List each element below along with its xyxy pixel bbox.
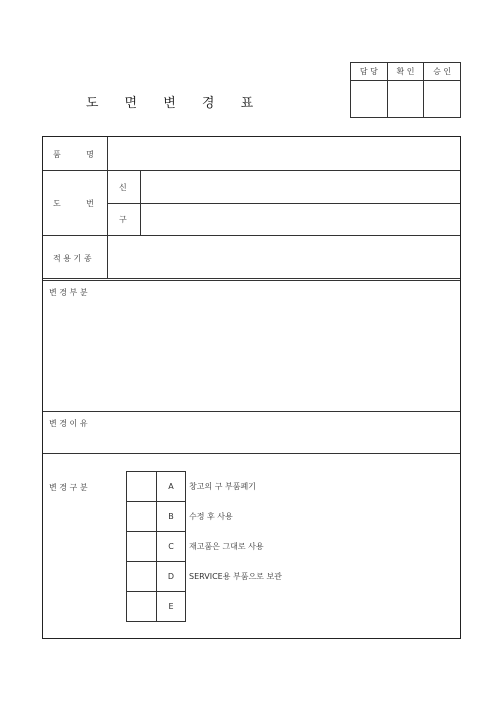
new-drawing-no-field[interactable] [141,171,460,203]
change-part-field[interactable] [43,299,460,411]
item-name-field[interactable] [108,137,460,170]
approval-sign-check[interactable] [387,81,424,118]
old-drawing-no-field[interactable] [141,204,460,235]
option-checkbox-a[interactable] [127,472,157,502]
change-part-label: 변 경 부 분 [49,288,88,297]
row-divider [43,280,460,281]
option-checkbox-b[interactable] [127,502,157,532]
option-checkbox-e[interactable] [127,592,157,622]
option-checkbox-d[interactable] [127,562,157,592]
option-description: SERVICE용 부품으로 보관 [189,572,282,581]
apply-model-label: 적 용 기 종 [53,254,92,263]
change-reason-field[interactable] [43,430,460,453]
item-name-label: 품 명 [53,150,94,159]
option-description: 수정 후 사용 [189,512,233,521]
change-reason-label: 변 경 이 유 [49,419,88,428]
approval-box [350,62,461,135]
row-divider [43,453,460,454]
old-label: 구 [119,215,127,224]
approval-header-charge: 담 당 [351,63,388,81]
row-divider [43,411,460,412]
change-type-options [126,471,186,622]
option-letter: D [157,562,186,592]
option-description: 창고의 구 부품폐기 [189,482,256,491]
change-form [42,136,461,639]
new-label: 신 [119,183,127,192]
option-description: 재고품은 그대로 사용 [189,542,264,551]
drawing-no-label: 도 번 [53,199,94,208]
option-letter: B [157,502,186,532]
option-letter: C [157,532,186,562]
approval-header-check: 확 인 [387,63,424,81]
approval-sign-approve[interactable] [424,81,461,118]
approval-sign-charge[interactable] [351,81,388,118]
option-letter: A [157,472,186,502]
approval-header-approve: 승 인 [424,63,461,81]
page-title: 도 면 변 경 표 [85,96,265,111]
apply-model-field[interactable] [108,236,460,278]
option-letter: E [157,592,186,622]
row-divider [43,278,460,279]
option-checkbox-c[interactable] [127,532,157,562]
change-type-label: 변 경 구 분 [49,483,88,492]
